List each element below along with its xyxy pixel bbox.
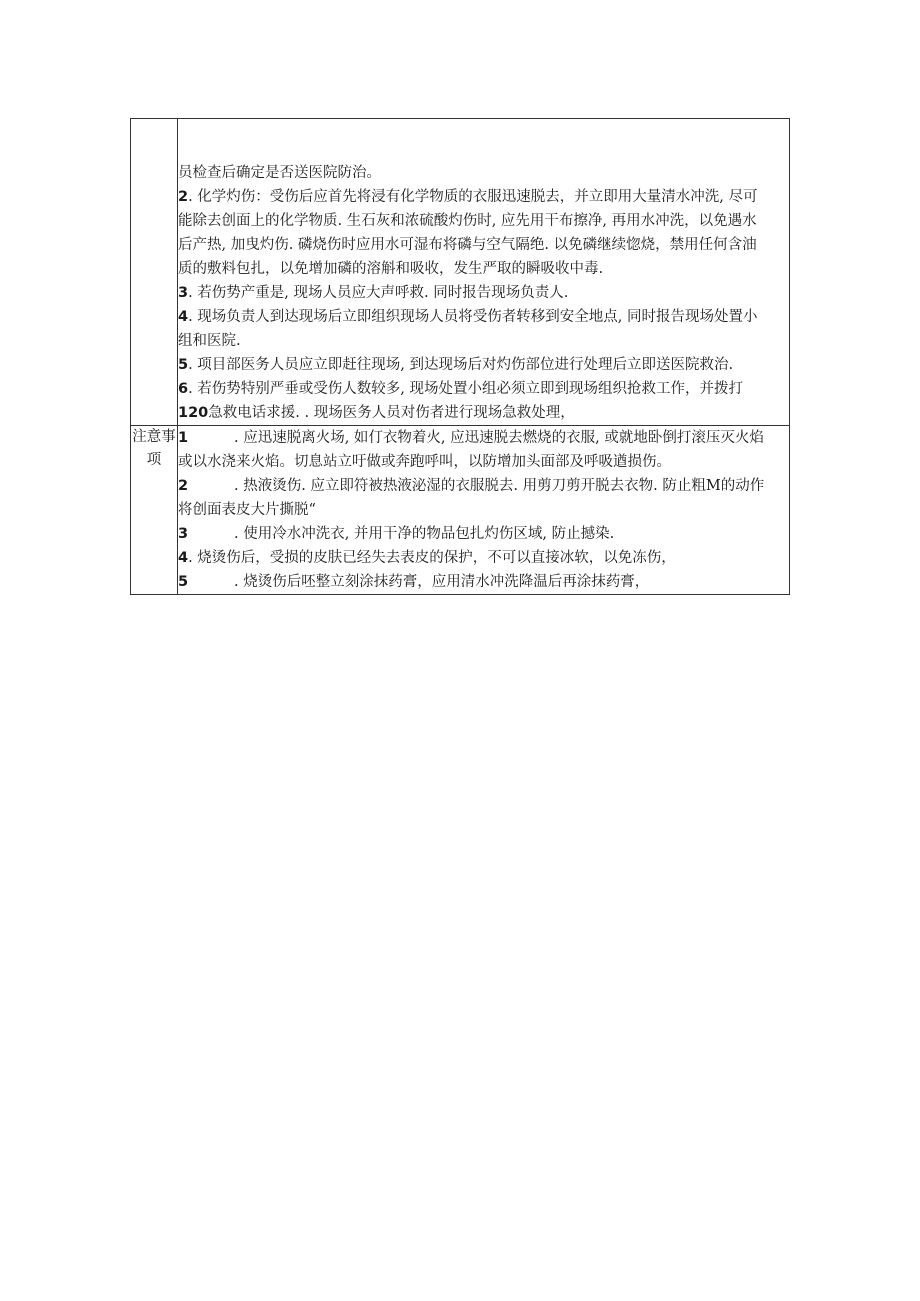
item-number: 1 bbox=[178, 430, 189, 446]
notes-content bbox=[178, 426, 790, 595]
line-text: . 若伤势产重是, 现场人员应大声呼救. 同时报告现场负责人. bbox=[188, 285, 569, 301]
text-line bbox=[178, 233, 789, 257]
table-row bbox=[131, 119, 790, 426]
item-number: 4 bbox=[178, 309, 189, 325]
line-text: 将创面表皮大片撕脱“ bbox=[178, 502, 316, 518]
line-text: . 热液烫伤. 应立即符被热液泌湿的衣服脱去. 用剪刀剪开脱去衣物. 防止粗M的动作 bbox=[234, 478, 765, 494]
item-number: 120 bbox=[178, 405, 209, 421]
row-label-notes bbox=[131, 426, 178, 595]
text-line bbox=[178, 546, 789, 570]
notes-label-text: 注意事项 bbox=[132, 429, 176, 468]
item-number: 5 bbox=[178, 574, 189, 590]
text-line bbox=[178, 401, 789, 425]
item-number: 4 bbox=[178, 550, 189, 566]
item-number: 3 bbox=[178, 285, 189, 301]
line-text: 急救电话求援. . 现场医务人员对伤者进行现场急救处理， bbox=[208, 405, 575, 421]
text-line bbox=[178, 305, 789, 329]
line-text: . 化学灼伤：受伤后应首先将浸有化学物质的衣服迅速脱去，并立即用大量清水冲洗, 尽可 bbox=[188, 189, 758, 205]
line-text: . 应迅速脱离火场, 如仃衣物着火, 应迅速脱去燃烧的衣服, 或就地卧倒打滚压灭火焰 bbox=[234, 430, 764, 446]
line-text: 组和医院. bbox=[178, 333, 241, 349]
text-line bbox=[178, 426, 789, 450]
line-text: . 项目部医务人员应立即赶往现场, 到达现场后对灼伤部位进行处理后立即送医院救治. bbox=[188, 357, 734, 373]
line-text: . 若伤势特别严垂或受伤人数较多, 现场处置小组必须立即到现场组织抢救工作，并拨打 bbox=[188, 381, 744, 397]
line-text: . 现场负责人到达现场后立即组织现场人员将受伤者转移到安全地点, 同时报告现场处置小 bbox=[188, 309, 758, 325]
item-number: 2 bbox=[178, 478, 189, 494]
item-number: 6 bbox=[178, 381, 189, 397]
text-line bbox=[178, 498, 789, 522]
line-text: 质的敷料包扎，以免增加磷的溶斛和吸收，发生严取的瞬吸收中毒. bbox=[178, 261, 604, 277]
text-line bbox=[178, 257, 789, 281]
text-line bbox=[178, 522, 789, 546]
text-line bbox=[178, 474, 789, 498]
text-line bbox=[178, 161, 789, 185]
text-line bbox=[178, 281, 789, 305]
text-line bbox=[178, 329, 789, 353]
line-text: . 烧烫伤后呸整立刻涂抹药膏，应用清水冲洗降温后再涂抹药膏， bbox=[234, 574, 650, 590]
row-label-empty bbox=[131, 119, 178, 426]
line-text: . 使用冷水冲洗衣, 并用干净的物品包扎灼伤区域, 防止撼染. bbox=[234, 526, 615, 542]
text-line bbox=[178, 570, 789, 594]
line-text: 后产热, 加曳灼伤. 磷烧伤时应用水可湿布将磷与空气隔绝. 以免磷继续惚烧，禁用任何含油 bbox=[178, 237, 757, 253]
line-text: 或以水浇来火焰。切息站立吁做或奔跑呼叫，以防增加头面部及呼吸遒损伤。 bbox=[178, 454, 671, 470]
text-line bbox=[178, 353, 789, 377]
item-number: 3 bbox=[178, 526, 189, 542]
text-line bbox=[178, 450, 789, 474]
line-text: . 烧烫伤后，受损的皮肤已经失去表皮的保护，不可以直接冰软，以免冻伤， bbox=[188, 550, 676, 566]
item-number: 5 bbox=[178, 357, 189, 373]
text-line bbox=[178, 185, 789, 209]
line-text: 员检查后确定是否送医院防治。 bbox=[178, 165, 381, 181]
text-line bbox=[178, 209, 789, 233]
item-number: 2 bbox=[178, 189, 189, 205]
text-line bbox=[178, 377, 789, 401]
line-text: 能除去创面上的化学物质. 生石灰和浓硫酸灼伤时, 应先用干布擦净, 再用水冲洗，以免遇水 bbox=[178, 213, 757, 229]
table-row bbox=[131, 426, 790, 595]
emergency-table bbox=[130, 118, 790, 595]
first-row-content bbox=[178, 119, 790, 426]
